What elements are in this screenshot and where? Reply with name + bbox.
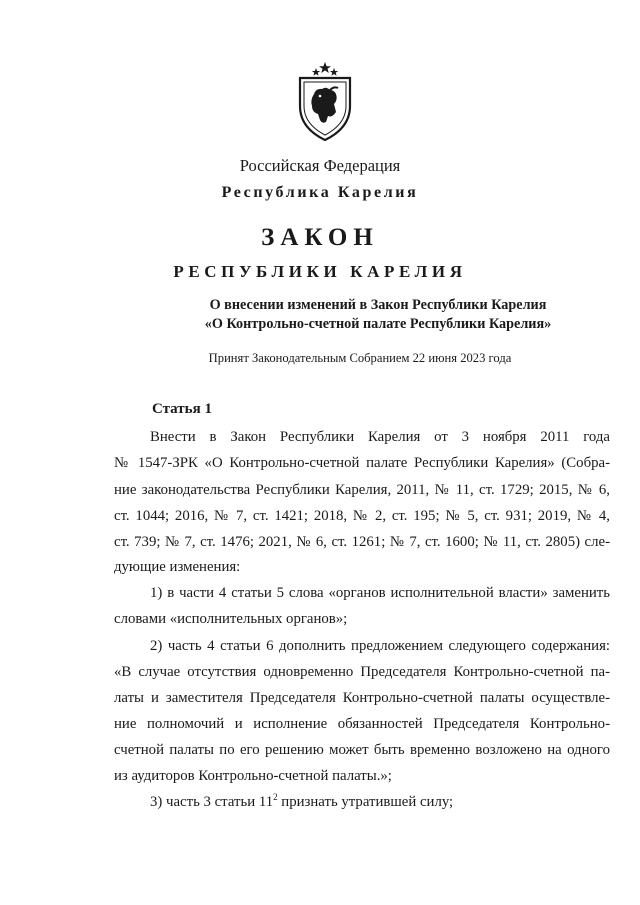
law-of-heading: РЕСПУБЛИКИ КАРЕЛИЯ (173, 262, 467, 281)
body-line: дующие изменения: (114, 559, 241, 575)
body-line: Внести в Закон Республики Карелия от 3 ноября 2011 года (150, 429, 610, 445)
law-subtitle-line-1: О внесении изменений в Закон Республики Карелия (209, 297, 547, 313)
item-3-text-end: признать утратившей силу; (277, 794, 454, 810)
country-name: Российская Федерация (239, 156, 401, 175)
body-line: ние законодательства Республики Карелия, 2011, № 11, ст. 1729; 2015, № 6, (114, 482, 610, 498)
body-line: № 1547-ЗРК «О Контрольно-счетной палате Республики Карелия» (Собра- (114, 455, 610, 471)
body-line-item-3 (150, 792, 610, 812)
body-line: 1) в части 4 статьи 5 слова «органов исполнительной власти» заменить (150, 585, 610, 601)
item-3-superscript: 2 (273, 792, 278, 802)
body-line: ние полномочий и исполнение обязанностей Председателя Контрольно- (114, 716, 610, 732)
body-line: латы и заместителя Председателя Контрольно-счетной палаты осуществле- (114, 690, 610, 706)
body-line: из аудиторов Контрольно-счетной палаты.»; (114, 768, 392, 784)
body-line: словами «исполнительных органов»; (114, 611, 348, 627)
law-subtitle-line-2: «О Контрольно-счетной палате Республики Карелия» (204, 316, 552, 332)
law-heading: ЗАКОН (261, 224, 379, 251)
body-line: «В случае отсутствия одновременно Председателя Контрольно-счетной па- (114, 664, 610, 680)
body-line: ст. 1044; 2016, № 7, ст. 1421; 2018, № 2, ст. 195; № 5, ст. 931; 2019, № 4, (114, 508, 610, 524)
adoption-date: Принят Законодательным Собранием 22 июня 2023 года (208, 351, 512, 365)
body-line: ст. 739; № 7, ст. 1476; 2021, № 6, ст. 1261; № 7, ст. 1600; № 11, ст. 2805) сле- (114, 534, 610, 550)
karelia-coat-of-arms-icon (292, 60, 358, 142)
body-line: 2) часть 4 статьи 6 дополнить предложением следующего содержания: (150, 638, 610, 654)
article-title: Статья 1 (152, 401, 212, 417)
body-line: счетной палаты по его решению может быть временно возложено на одного (114, 742, 610, 758)
republic-name: Республика Карелия (221, 184, 419, 201)
item-3-text: 3) часть 3 статьи 11 (150, 794, 274, 810)
